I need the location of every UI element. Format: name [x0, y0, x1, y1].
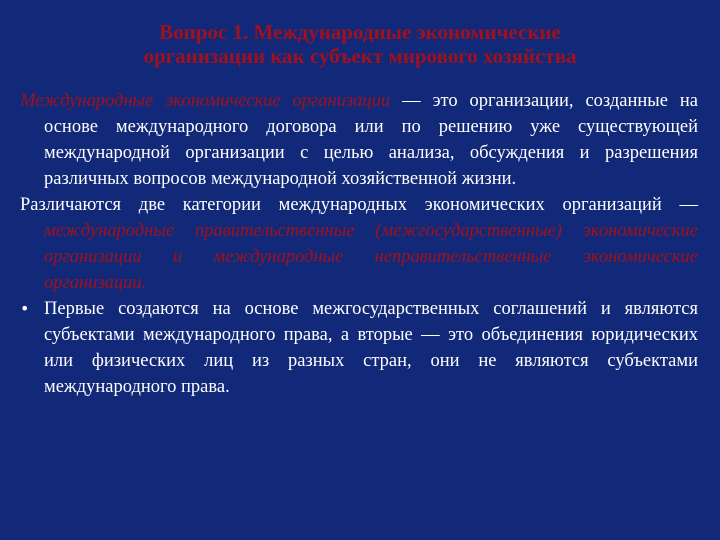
category-connector: и	[141, 247, 214, 267]
bullet-text: Первые создаются на основе межгосударственных соглашений и являются субъектами международного права, а вторые — это объединения юридических или физических лиц из разных стран, они не являются субъектами международного права.	[44, 299, 698, 397]
categories-end: .	[141, 273, 147, 293]
slide-title-line-2: организации как субъект мирового хозяйства	[143, 44, 577, 68]
categories-paragraph	[20, 192, 698, 296]
categories-text: Различаются две категории международных экономических организаций —	[20, 195, 698, 215]
definition-term: Международные экономические организации	[20, 91, 391, 111]
bullet-icon: •	[20, 299, 30, 318]
bullet-paragraph	[20, 296, 698, 400]
category-nongovernmental: международные неправительственные экономические организации	[44, 247, 699, 293]
slide-body	[20, 88, 698, 400]
slide-title-line-1: Вопрос 1. Международные экономические	[159, 20, 561, 44]
slide-title	[20, 20, 700, 68]
definition-text: — это организации, созданные на основе международного договора или по решению уже существующей международной организации с целью анализа, обсуждения и разрешения различных вопросов международной хозяйственной жизни.	[44, 91, 699, 189]
definition-paragraph	[20, 88, 698, 192]
category-governmental: международные правительственные (межгосударственные) экономические организации	[44, 221, 698, 267]
